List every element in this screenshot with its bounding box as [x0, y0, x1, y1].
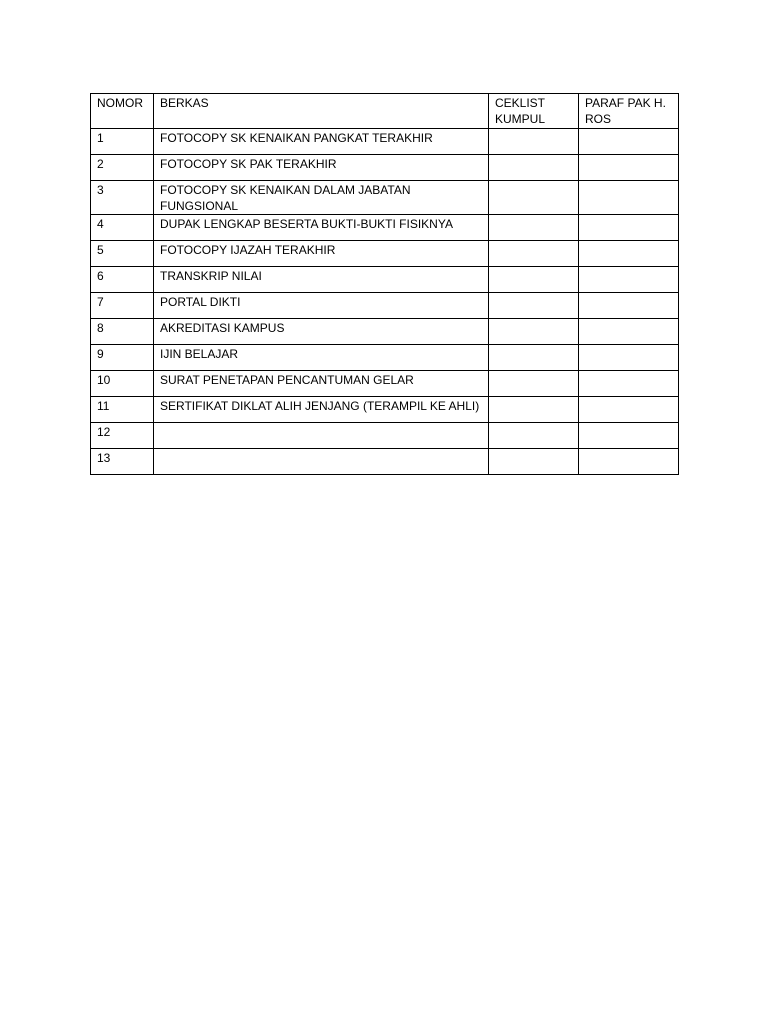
- cell-berkas: FOTOCOPY SK PAK TERAKHIR: [154, 155, 489, 181]
- cell-ceklist-kumpul[interactable]: [489, 155, 579, 181]
- table-row: [91, 215, 679, 241]
- cell-ceklist-kumpul[interactable]: [489, 371, 579, 397]
- table-row: [91, 371, 679, 397]
- cell-ceklist-kumpul[interactable]: [489, 129, 579, 155]
- cell-paraf[interactable]: [579, 129, 679, 155]
- document-checklist-table: [90, 93, 679, 475]
- cell-ceklist-kumpul[interactable]: [489, 449, 579, 475]
- cell-nomor: 12: [91, 423, 154, 449]
- table-row: [91, 423, 679, 449]
- cell-berkas: AKREDITASI KAMPUS: [154, 319, 489, 345]
- cell-paraf[interactable]: [579, 345, 679, 371]
- cell-ceklist-kumpul[interactable]: [489, 397, 579, 423]
- header-row: [91, 94, 679, 129]
- cell-nomor: 4: [91, 215, 154, 241]
- cell-paraf[interactable]: [579, 241, 679, 267]
- cell-paraf[interactable]: [579, 155, 679, 181]
- cell-berkas: PORTAL DIKTI: [154, 293, 489, 319]
- table-row: [91, 397, 679, 423]
- table-row: [91, 319, 679, 345]
- cell-paraf[interactable]: [579, 423, 679, 449]
- cell-berkas: [154, 449, 489, 475]
- cell-ceklist-kumpul[interactable]: [489, 319, 579, 345]
- cell-berkas: [154, 423, 489, 449]
- cell-nomor: 11: [91, 397, 154, 423]
- cell-paraf[interactable]: [579, 181, 679, 215]
- header-berkas: BERKAS: [154, 94, 489, 129]
- cell-nomor: 10: [91, 371, 154, 397]
- cell-nomor: 3: [91, 181, 154, 215]
- cell-berkas: FOTOCOPY IJAZAH TERAKHIR: [154, 241, 489, 267]
- table-header: [91, 94, 679, 129]
- cell-nomor: 7: [91, 293, 154, 319]
- cell-berkas: TRANSKRIP NILAI: [154, 267, 489, 293]
- table-row: [91, 449, 679, 475]
- cell-ceklist-kumpul[interactable]: [489, 215, 579, 241]
- cell-nomor: 6: [91, 267, 154, 293]
- table-row: [91, 293, 679, 319]
- cell-paraf[interactable]: [579, 267, 679, 293]
- cell-paraf[interactable]: [579, 449, 679, 475]
- cell-nomor: 5: [91, 241, 154, 267]
- cell-nomor: 9: [91, 345, 154, 371]
- cell-nomor: 1: [91, 129, 154, 155]
- cell-berkas: FOTOCOPY SK KENAIKAN PANGKAT TERAKHIR: [154, 129, 489, 155]
- cell-ceklist-kumpul[interactable]: [489, 423, 579, 449]
- cell-ceklist-kumpul[interactable]: [489, 181, 579, 215]
- table-row: [91, 155, 679, 181]
- cell-nomor: 13: [91, 449, 154, 475]
- table-body: [91, 129, 679, 475]
- table-row: [91, 129, 679, 155]
- cell-nomor: 8: [91, 319, 154, 345]
- cell-ceklist-kumpul[interactable]: [489, 293, 579, 319]
- cell-berkas: IJIN BELAJAR: [154, 345, 489, 371]
- cell-berkas: FOTOCOPY SK KENAIKAN DALAM JABATAN FUNGSIONAL: [154, 181, 489, 215]
- header-ceklist-kumpul: CEKLIST KUMPUL: [489, 94, 579, 129]
- cell-paraf[interactable]: [579, 293, 679, 319]
- cell-berkas: SURAT PENETAPAN PENCANTUMAN GELAR: [154, 371, 489, 397]
- cell-berkas: DUPAK LENGKAP BESERTA BUKTI-BUKTI FISIKNYA: [154, 215, 489, 241]
- cell-nomor: 2: [91, 155, 154, 181]
- header-nomor: NOMOR: [91, 94, 154, 129]
- table-row: [91, 181, 679, 215]
- table-row: [91, 345, 679, 371]
- header-paraf: PARAF PAK H. ROS: [579, 94, 679, 129]
- table-row: [91, 241, 679, 267]
- cell-paraf[interactable]: [579, 319, 679, 345]
- cell-berkas: SERTIFIKAT DIKLAT ALIH JENJANG (TERAMPIL KE AHLI): [154, 397, 489, 423]
- cell-paraf[interactable]: [579, 215, 679, 241]
- table-row: [91, 267, 679, 293]
- cell-ceklist-kumpul[interactable]: [489, 345, 579, 371]
- cell-paraf[interactable]: [579, 371, 679, 397]
- cell-paraf[interactable]: [579, 397, 679, 423]
- cell-ceklist-kumpul[interactable]: [489, 241, 579, 267]
- cell-ceklist-kumpul[interactable]: [489, 267, 579, 293]
